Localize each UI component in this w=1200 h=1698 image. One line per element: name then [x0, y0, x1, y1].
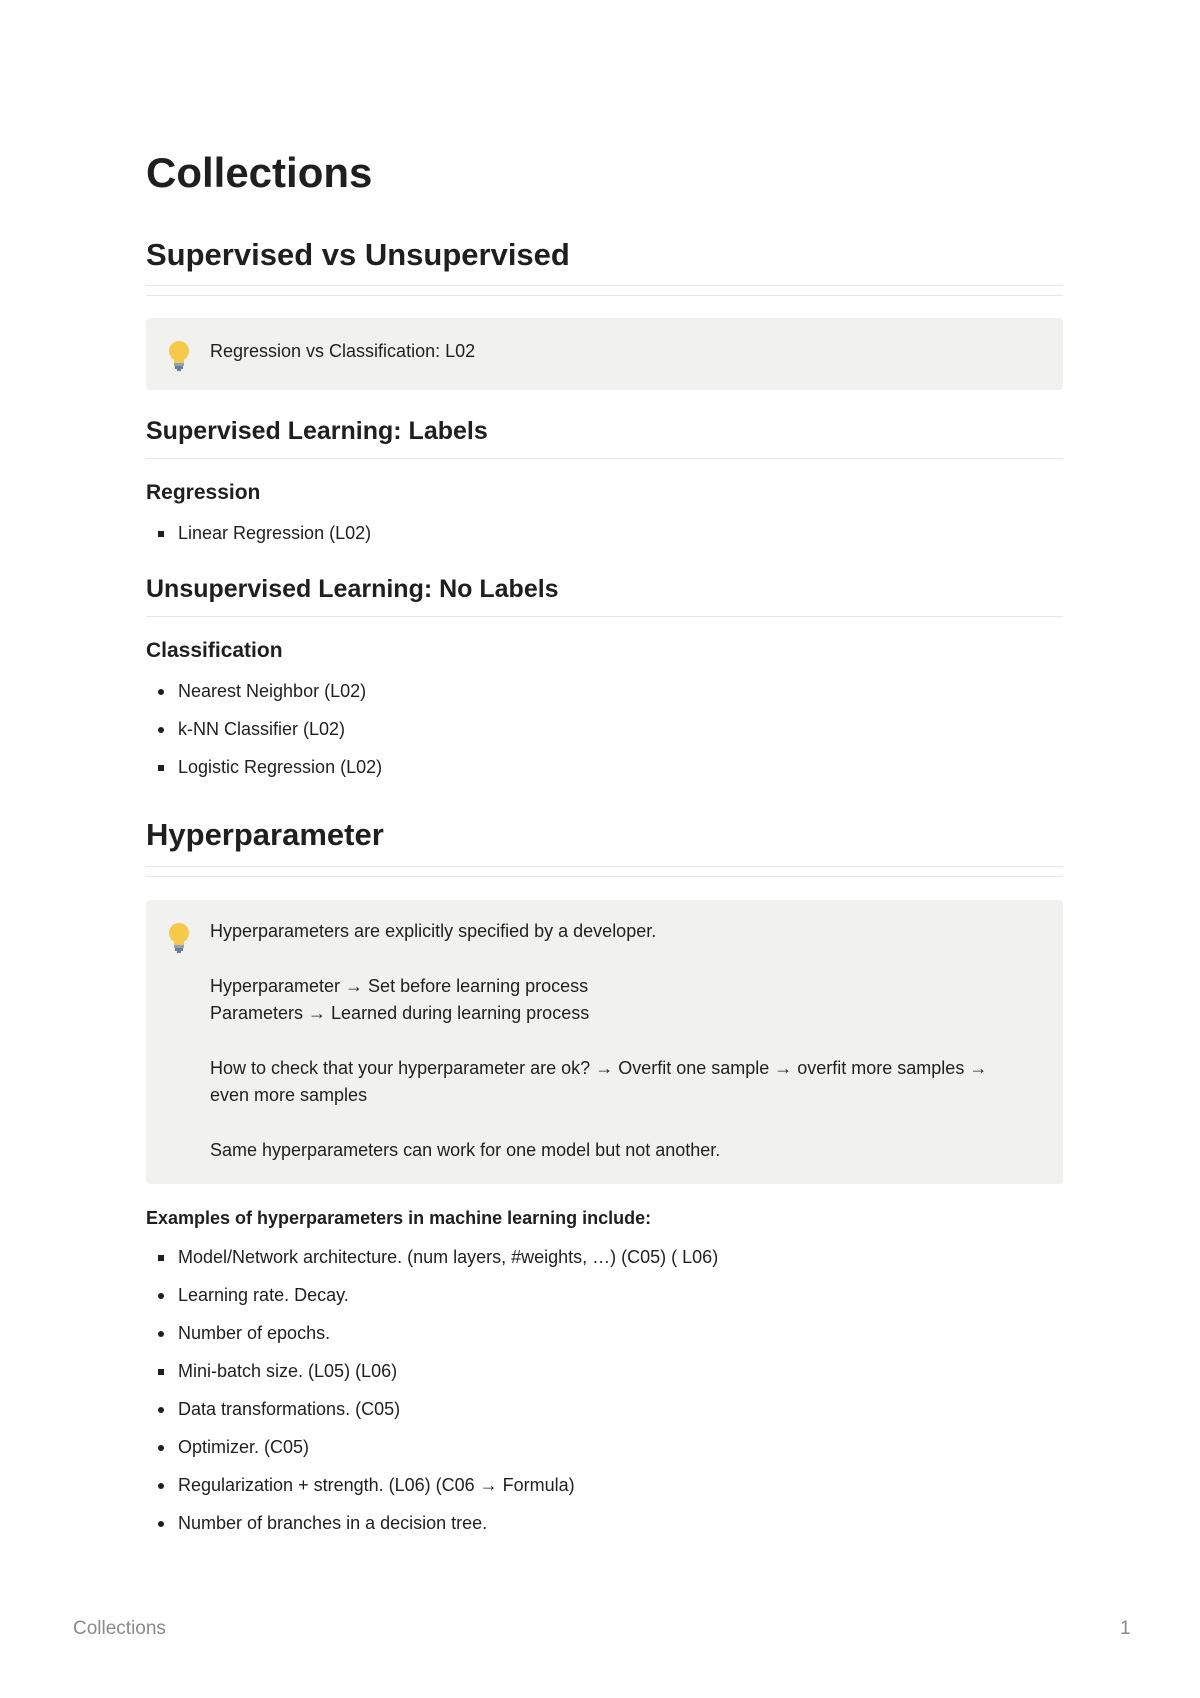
round-bullet-icon [158, 689, 164, 695]
list-item: Number of epochs. [146, 1320, 718, 1358]
list-item: Model/Network architecture. (num layers, #weights, …) (C05) ( L06) [146, 1244, 718, 1282]
divider [146, 866, 1063, 867]
round-bullet-icon [158, 727, 164, 733]
list-item: Data transformations. (C05) [146, 1396, 718, 1434]
examples-heading: Examples of hyperparameters in machine learning include: [146, 1208, 652, 1228]
round-bullet-icon [158, 1407, 164, 1413]
divider [146, 295, 1063, 296]
list-item: Mini-batch size. (L05) (L06) [146, 1358, 718, 1396]
divider [146, 876, 1063, 877]
callout-text: Regression vs Classification: L02 [210, 341, 476, 361]
callout-line: How to check that your hyperparameter are ok? → Overfit one sample → overfit more samples → even more samples [210, 1058, 988, 1105]
page-number: 1 [1120, 1618, 1131, 1639]
list-item: Regularization + strength. (L06) (C06 → Formula) [146, 1472, 718, 1510]
divider [146, 458, 1063, 459]
callout-regression-vs-classification [146, 318, 1063, 390]
callout-line: Parameters → Learned during learning process [210, 1003, 590, 1023]
classification-list [146, 678, 382, 792]
hyperparameter-examples-list [146, 1244, 718, 1548]
subheading-classification: Classification [146, 639, 283, 662]
list-item: k-NN Classifier (L02) [146, 716, 382, 754]
list-item: Nearest Neighbor (L02) [146, 678, 382, 716]
subheading-regression: Regression [146, 481, 261, 504]
list-item: Number of branches in a decision tree. [146, 1510, 718, 1548]
square-bullet-icon [158, 1255, 164, 1261]
footer-document-title: Collections [73, 1618, 166, 1639]
section-heading-hyperparameter: Hyperparameter [146, 817, 384, 852]
round-bullet-icon [158, 1293, 164, 1299]
square-bullet-icon [158, 1369, 164, 1375]
lightbulb-icon [166, 921, 192, 955]
callout-text [210, 918, 1023, 1164]
section-heading-supervised-vs-unsupervised: Supervised vs Unsupervised [146, 237, 570, 272]
subsection-heading-unsupervised: Unsupervised Learning: No Labels [146, 575, 559, 603]
list-item: Optimizer. (C05) [146, 1434, 718, 1472]
callout-line: Hyperparameter → Set before learning process [210, 976, 589, 996]
divider [146, 616, 1063, 617]
list-item: Learning rate. Decay. [146, 1282, 718, 1320]
lightbulb-icon [166, 339, 192, 373]
round-bullet-icon [158, 1331, 164, 1337]
regression-list [146, 520, 371, 558]
callout-line: Hyperparameters are explicitly specified by a developer. [210, 921, 657, 941]
list-item: Linear Regression (L02) [146, 520, 371, 558]
callout-hyperparameters [146, 900, 1063, 1184]
callout-line: Same hyperparameters can work for one model but not another. [210, 1140, 721, 1160]
square-bullet-icon [158, 765, 164, 771]
page-title: Collections [146, 149, 373, 196]
square-bullet-icon [158, 531, 164, 537]
round-bullet-icon [158, 1483, 164, 1489]
round-bullet-icon [158, 1445, 164, 1451]
list-item: Logistic Regression (L02) [146, 754, 382, 792]
divider [146, 285, 1063, 286]
subsection-heading-supervised: Supervised Learning: Labels [146, 417, 488, 445]
round-bullet-icon [158, 1521, 164, 1527]
